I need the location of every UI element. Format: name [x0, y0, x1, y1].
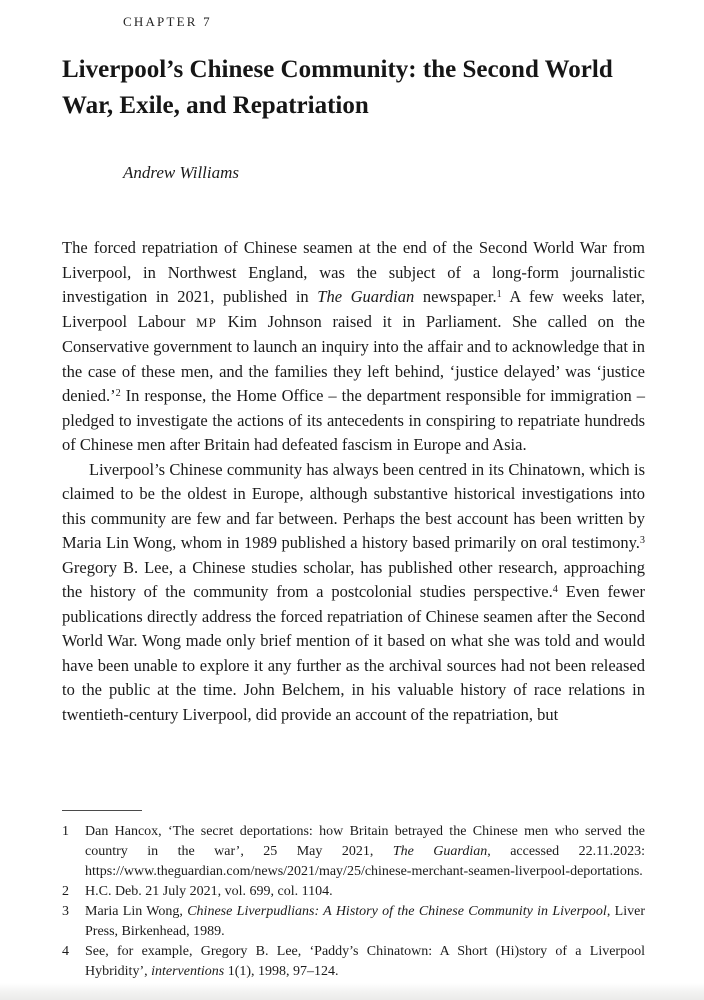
footnotes-section [62, 810, 645, 1000]
footnote-4-text: See, for example, Gregory B. Lee, ‘Paddy’s Chinatown: A Short (Hi)story of a Liverpool Hybridity’, interventions 1(1), 1998, 97–124. [85, 944, 645, 979]
footnote-3 [62, 902, 645, 942]
footnote-3-text: Maria Lin Wong, Chinese Liverpudlians: A History of the Chinese Community in Liverpool, Liver Press, Birkenhead, 1989. [85, 904, 645, 939]
footnote-divider [62, 810, 142, 811]
footnote-1-number: 1 [62, 824, 69, 839]
footnote-2-text: H.C. Deb. 21 July 2021, vol. 699, col. 1104. [85, 884, 333, 899]
chapter-title-line-1: Liverpool’s Chinese Community: the Second World [62, 56, 613, 83]
footnote-4 [62, 942, 645, 982]
footnote-1-text: Dan Hancox, ‘The secret deportations: how Britain betrayed the Chinese men who served the country in the war’, 25 May 2021, The Guardian, accessed 22.11.2023: https://www.theguardian.com/news/2021/may/25/chinese-merchant-seamen-liverpool-deportations. [85, 824, 645, 879]
chapter-label: CHAPTER 7 [123, 14, 212, 29]
footnote-1 [62, 822, 645, 882]
footnote-3-number: 3 [62, 904, 69, 919]
chapter-title-line-2: War, Exile, and Repatriation [62, 92, 369, 119]
footnote-2 [62, 882, 645, 902]
paragraph-2: Liverpool’s Chinese community has always been centred in its Chinatown, which is claimed to be the oldest in Europe, although substantive historical investigations into this community are few and far between. Perhaps the best account has been written by Maria Lin Wong, whom in 1989 published a history based primarily on oral testimony.$^3$ Gregory B. Lee, a Chinese studies scholar, has published other research, approaching the history of the community from a postcolonial studies perspective.$^4$ Even fewer publications directly address the forced repatriation of Chinese seamen after the Second World War. Wong made only brief mention of it based on what she was told and would have been unable to explore it any further as the archival sources had not been released to the public at the time. John Belchem, in his valuable history of race relations in twentieth-century Liverpool, did provide an account of the repatriation, but [62, 459, 645, 724]
footnote-2-number: 2 [62, 884, 69, 899]
author-name: Andrew Williams [123, 163, 240, 182]
footnote-4-number: 4 [62, 944, 69, 959]
body-text [62, 236, 645, 727]
paragraph-1: The forced repatriation of Chinese seamen at the end of the Second World War from Liverpool, in Northwest England, was the subject of a long-form journalistic investigation in 2021, published in The Guardian newspaper.$^1$ A few weeks later, Liverpool Labour MP Kim Johnson raised it in Parliament. She called on the Conservative government to launch an inquiry into the affair and to acknowledge that in the case of these men, and the families they left behind, ‘justice delayed’ was ‘justice denied.’$^2$ In response, the Home Office – the department responsible for immigration – pledged to investigate the actions of its antecedents in conspiring to repatriate hundreds of Chinese men after Britain had defeated fascism in Europe and Asia. [62, 238, 645, 454]
chapter-title [62, 52, 645, 124]
